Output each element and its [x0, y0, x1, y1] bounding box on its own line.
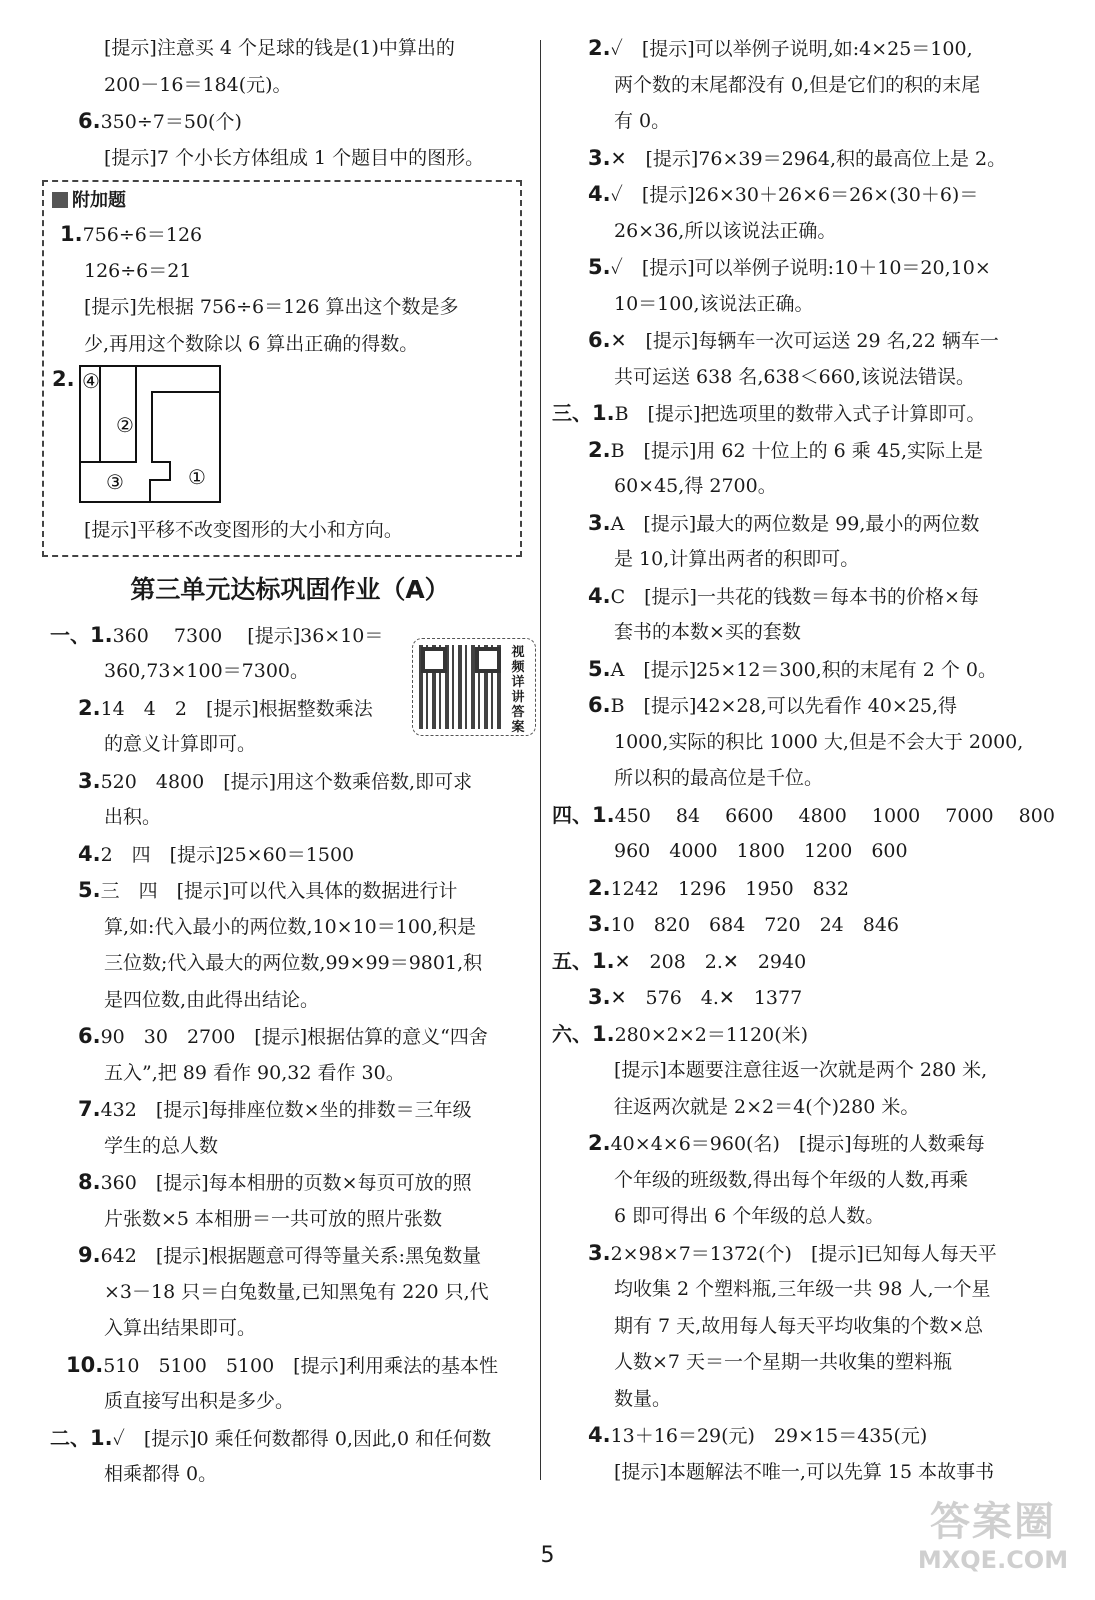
answer-text: 360,73×100＝7300。 [104, 660, 310, 682]
answer-text: 1242 1296 1950 832 [610, 877, 849, 900]
answer-line [552, 30, 1052, 67]
answer-text: 学生的总人数 [104, 1134, 219, 1157]
translation-figure [52, 362, 514, 512]
section-number: 一、 [50, 622, 90, 647]
bonus-title-text: 附加题 [72, 190, 126, 211]
answer-text: 五入”,把 89 看作 90,32 看作 30。 [104, 1061, 405, 1084]
question-number: 3. [588, 985, 611, 1009]
answer-line [50, 836, 530, 873]
answer-text: 算,如:代入最小的两位数,10×10＝100,积是 [104, 915, 477, 938]
qr-caption-char: 案 [511, 720, 525, 735]
question-number: 5. [78, 878, 101, 902]
figure-label: ① [188, 465, 206, 489]
bonus-lines [52, 216, 514, 362]
question-number: 5. [588, 255, 611, 279]
answer-line [50, 1420, 530, 1457]
question-number: 4. [588, 583, 611, 608]
question-number: 2. [588, 36, 611, 60]
answer-line [552, 213, 1052, 250]
answer-text: 出积。 [104, 806, 162, 828]
watermark-text: 答案圈 [930, 1499, 1056, 1545]
answer-text: C [提示]一共花的钱数＝每本书的价格×每 [610, 585, 979, 608]
left-main-block [50, 617, 530, 1493]
answer-text: 26×36,所以该说法正确。 [614, 219, 837, 242]
answer-text: ✕ [提示]每辆车一次可运送 29 名,22 辆车一 [610, 330, 999, 352]
figure-line [150, 392, 220, 502]
answer-line [50, 1128, 530, 1165]
answer-text: 2 四 [提示]25×60＝1500 [100, 843, 355, 866]
answer-line [552, 578, 1052, 615]
answer-text: 520 4800 [提示]用这个数乘倍数,即可求 [100, 770, 473, 793]
answer-line [552, 249, 1052, 286]
figure-label: ③ [106, 470, 124, 494]
answer-line [552, 651, 1052, 688]
figure-label: ④ [82, 369, 100, 393]
answer-text: 往返两次就是 2×2＝4(个)280 米。 [614, 1095, 920, 1118]
left-column [50, 30, 530, 1493]
answer-text: 是四位数,由此得出结论。 [104, 988, 320, 1011]
answer-text: 10＝100,该说法正确。 [614, 292, 814, 315]
answer-line [552, 1271, 1052, 1308]
section-number: 二、 [50, 1425, 90, 1450]
answer-line [552, 1162, 1052, 1199]
answer-text: ✕ 576 4.✕ 1377 [610, 987, 803, 1009]
answer-text: 有 0。 [614, 110, 671, 132]
question-number: 3. [588, 912, 611, 936]
answer-text: 350÷7＝50(个) [100, 111, 242, 133]
answer-text: [提示]先根据 756÷6＝126 算出这个数是多 [84, 296, 459, 318]
answer-line [50, 1274, 530, 1311]
question-number: 7. [78, 1097, 101, 1121]
answer-text: 6 即可得出 6 个年级的总人数。 [614, 1205, 885, 1227]
section-number: 三、 [552, 401, 592, 425]
answer-text: 的意义计算即可。 [104, 733, 257, 755]
answer-line [552, 1454, 1052, 1491]
answer-line [552, 687, 1052, 724]
answer-line [50, 1055, 530, 1092]
answer-line [552, 1198, 1052, 1235]
bonus-section [42, 180, 522, 557]
question-number: 1. [592, 948, 615, 973]
answer-line [552, 286, 1052, 323]
figure-number: 2. [52, 367, 75, 391]
figure-label: ② [116, 413, 134, 437]
answer-line [552, 541, 1052, 578]
question-number: 6. [78, 109, 101, 133]
answer-line [552, 322, 1052, 359]
figure-svg [76, 362, 316, 512]
answer-line [552, 1417, 1052, 1454]
answer-text: 40×4×6＝960(名) [提示]每班的人数乘每 [610, 1133, 985, 1155]
answer-text: 10 820 684 720 24 846 [610, 914, 900, 936]
answer-line [50, 140, 530, 177]
answer-text: 1000,实际的积比 1000 大,但是不会大于 2000, [614, 730, 1024, 753]
answer-line [552, 395, 1052, 432]
answer-line [50, 1091, 530, 1128]
answer-line [552, 103, 1052, 140]
question-number: 6. [588, 693, 611, 717]
answer-line [50, 763, 530, 800]
answer-text: B [提示]42×28,可以先看作 40×25,得 [610, 695, 958, 717]
answer-text: [提示]本题要注意往返一次就是两个 280 米, [614, 1059, 988, 1081]
answer-text: [提示]本题解法不唯一,可以先算 15 本故事书 [614, 1460, 995, 1483]
question-number: 1. [90, 622, 113, 647]
watermark-logo [908, 1498, 1078, 1588]
answer-line [552, 468, 1052, 505]
answer-text: 个年级的班级数,得出每个年级的人数,再乘 [614, 1168, 969, 1191]
question-number: 4. [78, 841, 101, 866]
question-number: 1. [592, 401, 615, 425]
watermark-url: MXQE.COM [917, 1546, 1069, 1574]
page-number: 5 [540, 1543, 555, 1568]
answer-text: 数量。 [614, 1387, 672, 1410]
answer-line [52, 289, 514, 326]
answer-line [50, 1456, 530, 1493]
section-number: 四、 [552, 802, 592, 827]
qr-caption-char: 详 [511, 675, 525, 690]
answer-text: 450 84 6600 4800 1000 7000 800 [614, 804, 1055, 827]
answer-text: ✓ [提示]0 乘任何数都得 0,因此,0 和任何数 [112, 1427, 492, 1450]
answer-line [552, 906, 1052, 943]
answer-text: 13＋16＝29(元) 29×15＝435(元) [610, 1425, 928, 1447]
column-divider [540, 40, 541, 1480]
answer-line [552, 1381, 1052, 1418]
answer-line [552, 833, 1052, 870]
question-number: 1. [592, 1021, 615, 1046]
answer-line [50, 1310, 530, 1347]
answer-text: 14 4 2 [提示]根据整数乘法 [100, 697, 373, 720]
answer-line [52, 326, 514, 363]
qr-code-box[interactable] [412, 638, 536, 736]
answer-text: 510 5100 5100 [提示]利用乘法的基本性 [103, 1354, 499, 1377]
bonus-title [52, 186, 514, 216]
answer-text: 两个数的末尾都没有 0,但是它们的积的末尾 [614, 73, 981, 96]
answer-line [552, 432, 1052, 469]
answer-text: B [提示]把选项里的数带入式子计算即可。 [614, 403, 986, 425]
question-number: 8. [78, 1170, 101, 1194]
answer-line [50, 1347, 530, 1384]
answer-text: A [提示]最大的两位数是 99,最小的两位数 [610, 512, 980, 535]
answer-text: 所以积的最高位是千位。 [614, 767, 824, 789]
answer-line [52, 253, 514, 290]
answer-line [50, 872, 530, 909]
question-number: 6. [588, 328, 611, 352]
answer-line [52, 216, 514, 253]
question-number: 3. [78, 768, 101, 793]
answer-line [552, 979, 1052, 1016]
answer-line [50, 103, 530, 140]
answer-line [50, 726, 464, 763]
answer-line [552, 67, 1052, 104]
answer-text: ✓ [提示]可以举例子说明:10＋10＝20,10× [610, 257, 991, 279]
answer-text: 90 30 2700 [提示]根据估算的意义“四舍 [100, 1026, 488, 1048]
answer-line [50, 30, 530, 67]
qr-caption-char: 答 [511, 705, 525, 720]
answer-line [552, 1125, 1052, 1162]
question-number: 10. [66, 1352, 104, 1377]
right-column [552, 30, 1055, 1490]
left-top-block [50, 30, 530, 176]
answer-text: ×3－18 只＝白兔数量,已知黑兔有 220 只,代 [104, 1280, 489, 1303]
answer-line [50, 1237, 530, 1274]
answer-line [552, 760, 1052, 797]
question-number: 2. [78, 695, 101, 720]
answer-line [552, 614, 1052, 651]
answer-text: 642 [提示]根据题意可得等量关系:黑兔数量 [100, 1245, 482, 1267]
answer-line [552, 1308, 1052, 1345]
answer-text: [提示]注意买 4 个足球的钱是(1)中算出的 [104, 37, 455, 59]
answer-text: ✕ 208 2.✕ 2940 [614, 950, 807, 973]
answer-text: A [提示]25×12＝300,积的末尾有 2 个 0。 [610, 658, 998, 681]
answer-line [50, 982, 530, 1019]
bonus-hint: [提示]平移不改变图形的大小和方向。 [84, 519, 403, 541]
answer-line [50, 909, 530, 946]
question-number: 2. [588, 875, 611, 900]
answer-line [50, 690, 438, 727]
question-number: 4. [588, 182, 611, 206]
answer-line [552, 1235, 1052, 1272]
answer-text: 960 4000 1800 1200 600 [614, 840, 908, 862]
answer-text: 60×45,得 2700。 [614, 475, 777, 497]
answer-text: 三 四 [提示]可以代入具体的数据进行计 [100, 880, 458, 902]
answer-line [50, 1018, 530, 1055]
answer-text: 280×2×2＝1120(米) [614, 1023, 809, 1046]
answer-text: 质直接写出积是多少。 [104, 1390, 295, 1412]
answer-line [50, 653, 464, 690]
unit-title: 第三单元达标巩固作业（A） [130, 574, 450, 604]
answer-line [552, 724, 1052, 761]
question-number: 1. [60, 222, 83, 246]
qr-caption-char: 频 [511, 660, 525, 675]
answer-text: 756÷6＝126 [82, 224, 203, 246]
answer-line [552, 943, 1052, 980]
qr-caption [509, 645, 527, 735]
section-number: 五、 [552, 948, 592, 973]
question-number: 1. [90, 1425, 113, 1450]
answer-line [552, 1344, 1052, 1381]
answer-line [552, 176, 1052, 213]
qr-caption-char: 视 [511, 645, 525, 660]
answer-text: 200－16＝184(元)。 [104, 73, 292, 96]
answer-text: 三位数;代入最大的两位数,99×99＝9801,积 [104, 952, 483, 974]
question-number: 1. [592, 802, 615, 827]
answer-line [552, 505, 1052, 542]
answer-text: 均收集 2 个塑料瓶,三年级一共 98 人,一个星 [614, 1278, 991, 1300]
answer-text: 360 [提示]每本相册的页数×每页可放的照 [100, 1172, 472, 1194]
answer-text: ✓ [提示]26×30＋26×6＝26×(30＋6)＝ [610, 184, 979, 206]
answer-line [552, 1016, 1052, 1053]
answer-text: 126÷6＝21 [84, 259, 192, 282]
answer-text: ✓ [提示]可以举例子说明,如:4×25＝100, [610, 38, 973, 60]
question-number: 2. [588, 437, 611, 462]
question-number: 2. [588, 1131, 611, 1155]
question-number: 3. [588, 510, 611, 535]
answer-line [50, 1164, 530, 1201]
answer-text: 共可运送 638 名,638＜660,该说法错误。 [614, 365, 975, 388]
answer-text: 入算出结果即可。 [104, 1317, 257, 1339]
answer-text: ✕ [提示]76×39＝2964,积的最高位上是 2。 [610, 147, 1007, 170]
answer-text: 片张数×5 本相册＝一共可放的照片张数 [104, 1207, 443, 1230]
question-number: 4. [588, 1423, 611, 1447]
answer-line [552, 140, 1052, 177]
question-number: 3. [588, 1240, 611, 1265]
answer-text: [提示]7 个小长方体组成 1 个题目中的图形。 [104, 146, 485, 169]
question-number: 5. [588, 656, 611, 681]
qr-code-icon[interactable] [419, 645, 503, 729]
answer-text: B [提示]用 62 十位上的 6 乘 45,实际上是 [610, 439, 984, 462]
answer-text: 432 [提示]每排座位数×坐的排数＝三年级 [100, 1099, 472, 1121]
answer-line [50, 67, 530, 104]
answer-line [552, 1089, 1052, 1126]
answer-text: 是 10,计算出两者的积即可。 [614, 548, 860, 570]
answer-text: 少,再用这个数除以 6 算出正确的得数。 [84, 332, 419, 355]
qr-caption-char: 讲 [511, 690, 525, 705]
answer-text: 相乘都得 0。 [104, 1463, 218, 1485]
answer-line [50, 799, 530, 836]
answer-line [50, 1201, 530, 1238]
answer-line [552, 870, 1052, 907]
answer-line [552, 797, 1055, 834]
answer-text: 期有 7 天,故用每人每天平均收集的个数×总 [614, 1314, 984, 1337]
answer-line [552, 1052, 1052, 1089]
section-number: 六、 [552, 1021, 592, 1046]
answer-text: 套书的本数×买的套数 [614, 621, 801, 643]
answer-line [50, 617, 410, 654]
answer-text: 2×98×7＝1372(个) [提示]已知每人每天平 [610, 1242, 997, 1265]
answer-text: 360 7300 [提示]36×10＝ [112, 624, 384, 647]
answer-line [50, 1383, 530, 1420]
question-number: 3. [588, 145, 611, 170]
question-number: 6. [78, 1024, 101, 1048]
flag-icon [52, 192, 68, 208]
question-number: 9. [78, 1243, 101, 1267]
answer-line [50, 945, 530, 982]
answer-line [552, 359, 1052, 396]
answer-text: 人数×7 天＝一个星期一共收集的塑料瓶 [614, 1351, 953, 1373]
